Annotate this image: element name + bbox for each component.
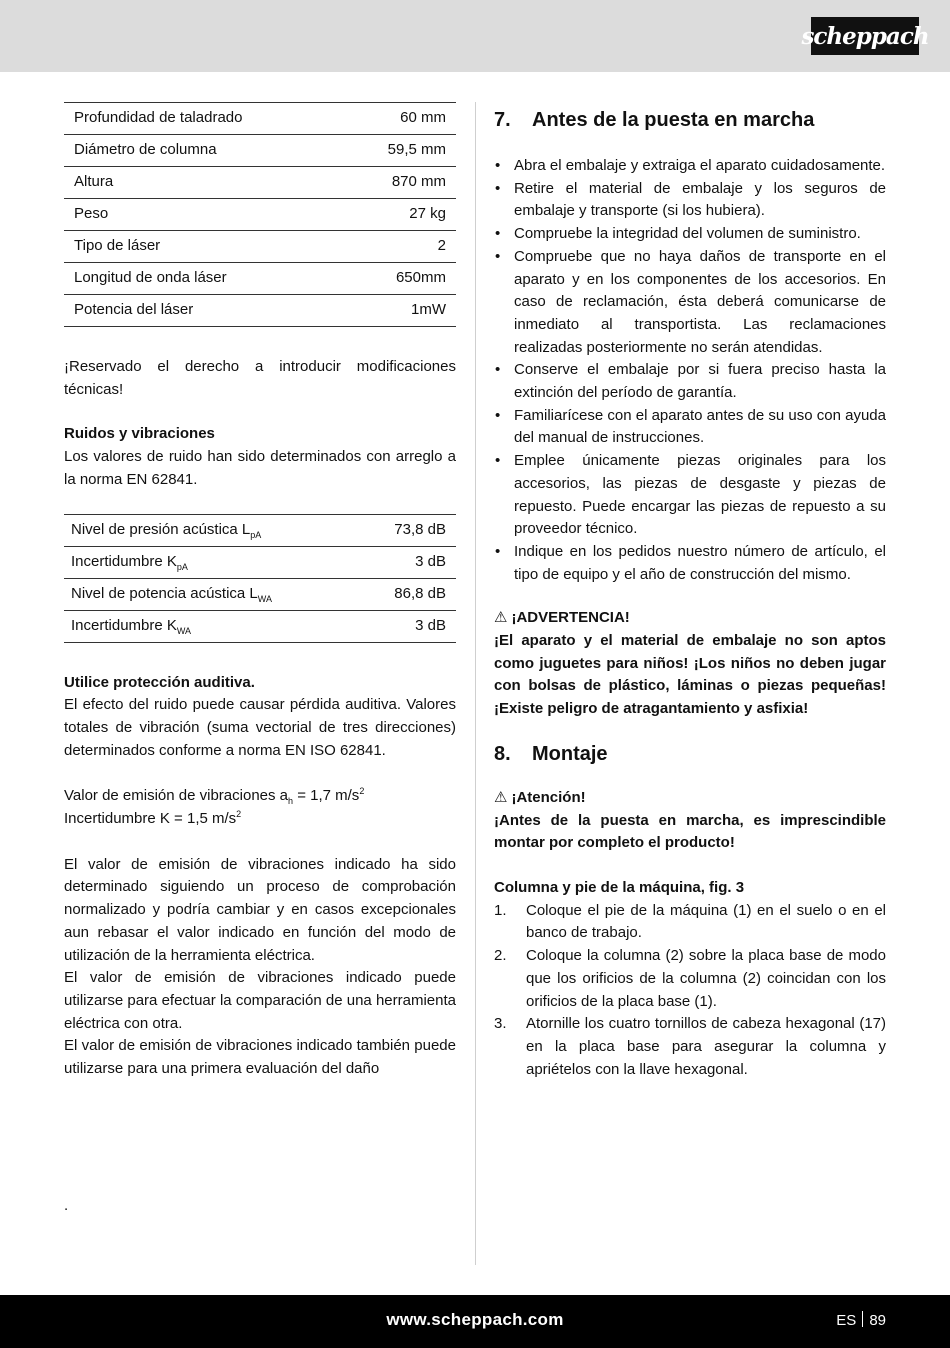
list-item: • Compruebe la integridad del volumen de suministro. xyxy=(494,223,886,246)
step-text: Atornille los cuatro tornillos de cabeza hexagonal (17) en la placa base para asegurar la columna y apriételos con la llave hexagonal. xyxy=(526,1015,886,1078)
section-8-heading: 8. Montaje xyxy=(494,742,608,765)
spec-row xyxy=(64,263,456,295)
warning-text: ¡El aparato y el material de embalaje no son aptos como juguetes para niños! ¡Los niños no deben jugar con bolsas de plástico, láminas o piezas pequeñas! ¡Existe peligro de atragantamiento y asfixia! xyxy=(494,632,886,718)
column-heading: Columna y pie de la máquina, fig. 3 xyxy=(494,878,745,896)
noise-row xyxy=(64,610,456,642)
spec-row xyxy=(64,295,456,327)
noise-label: Incertidumbre $K_{WA}$ xyxy=(64,610,362,642)
spec-label: Diámetro de columna xyxy=(64,135,341,167)
attention-title: ⚠ ¡Atención! xyxy=(494,787,886,810)
section-7-heading: 7. Antes de la puesta en marcha xyxy=(494,109,815,131)
uncertainty-line: Incertidumbre K = 1,5 $m/s^2$ xyxy=(64,809,242,828)
footer-bar xyxy=(0,1295,950,1348)
noise-label: Incertidumbre $K_{pA}$ xyxy=(64,546,362,578)
spec-row xyxy=(64,199,456,231)
spec-value: 59,5 mm xyxy=(341,135,456,167)
list-item: • Abra el embalaje y extraiga el aparato cuidadosamente. xyxy=(494,155,886,178)
spec-value: 2 xyxy=(341,231,456,263)
brand-logo: scheppach xyxy=(811,17,919,55)
warning-icon: ⚠ xyxy=(494,609,508,627)
noise-value: 3 dB xyxy=(362,610,456,642)
spec-label: Profundidad de taladrado xyxy=(64,103,341,135)
noise-row xyxy=(64,514,456,546)
column-divider xyxy=(475,102,476,1265)
step-number: 3. xyxy=(494,1015,507,1033)
warning-title: ⚠ ¡ADVERTENCIA! xyxy=(494,607,886,630)
noise-heading: Ruidos y vibraciones xyxy=(64,425,215,443)
header-bar xyxy=(0,0,950,72)
right-column xyxy=(494,102,886,1081)
noise-row xyxy=(64,578,456,610)
step-number: 1. xyxy=(494,901,507,919)
list-item: • Compruebe que no haya daños de transporte en el aparato y en los componentes de los accesorios. En caso de reclamación, ésta deberá comunicarse de inmediato al transportista. Las reclamaciones realizadas posteriormente no serán atendidas. xyxy=(494,246,886,360)
spec-row xyxy=(64,231,456,263)
list-item: • Conserve el embalaje por si fuera preciso hasta la extinción del período de garantía. xyxy=(494,359,886,404)
noise-value: 3 dB xyxy=(362,546,456,578)
page-number: ES 89 xyxy=(836,1312,886,1329)
spec-value: 870 mm xyxy=(341,167,456,199)
vibration-para-2: El valor de emisión de vibraciones indicado puede utilizarse para efectuar la comparación de una herramienta eléctrica con otra. xyxy=(64,969,456,1032)
assembly-steps xyxy=(494,900,886,1082)
spec-value: 650mm xyxy=(341,263,456,295)
step-item xyxy=(494,900,886,945)
noise-label: Nivel de presión acústica $L_{pA}$ xyxy=(64,514,362,546)
step-item xyxy=(494,945,886,1013)
spec-row xyxy=(64,167,456,199)
noise-label: Nivel de potencia acústica $L_{WA}$ xyxy=(64,578,362,610)
list-item: • Familiarícese con el aparato antes de su uso con ayuda del manual de instrucciones. xyxy=(494,405,886,450)
trailing-dot: . xyxy=(64,1196,69,1214)
step-text: Coloque el pie de la máquina (1) en el suelo o en el banco de trabajo. xyxy=(526,901,886,942)
step-text: Coloque la columna (2) sobre la placa base de modo que los orificios de la columna (2) coincidan con los orificios de la placa base (1). xyxy=(526,947,886,1010)
checklist xyxy=(494,155,886,586)
hearing-text: El efecto del ruido puede causar pérdida auditiva. Valores totales de vibración (suma vectorial de tres direcciones) determinados conforme a norma EN ISO 62841. xyxy=(64,696,456,759)
reserved-note: ¡Reservado el derecho a introducir modificaciones técnicas! xyxy=(64,358,456,398)
spec-row xyxy=(64,135,456,167)
noise-intro: Los valores de ruido han sido determinados con arreglo a la norma EN 62841. xyxy=(64,448,456,488)
spec-label: Potencia del láser xyxy=(64,295,341,327)
spec-label: Altura xyxy=(64,167,341,199)
list-item: • Retire el material de embalaje y los seguros de embalaje y transporte (si los hubiera). xyxy=(494,178,886,223)
step-item xyxy=(494,1013,886,1081)
vibration-para-1: El valor de emisión de vibraciones indicado ha sido determinado siguiendo un proceso de comprobación normalizado y podría cambiar y en casos excepcionales aun rebasar el valor indicado en función del modo de utilización de la herramienta eléctrica. xyxy=(64,855,456,964)
noise-value: 73,8 dB xyxy=(362,514,456,546)
attention-text: ¡Antes de la puesta en marcha, es imprescindible montar por completo el producto! xyxy=(494,811,886,852)
list-item: • Indique en los pedidos nuestro número de artículo, el tipo de equipo y el año de construcción del mismo. xyxy=(494,541,886,586)
website-link[interactable]: www.scheppach.com xyxy=(386,1310,564,1329)
hearing-heading: Utilice protección auditiva. xyxy=(64,673,255,691)
spec-row xyxy=(64,103,456,135)
step-number: 2. xyxy=(494,947,507,965)
spec-value: 27 kg xyxy=(341,199,456,231)
spec-label: Longitud de onda láser xyxy=(64,263,341,295)
noise-value: 86,8 dB xyxy=(362,578,456,610)
vibration-value-line: Valor de emisión de vibraciones $a_h = 1,7$ $m/s^2$ xyxy=(64,786,365,807)
spec-label: Peso xyxy=(64,199,341,231)
spec-value: 60 mm xyxy=(341,103,456,135)
noise-row xyxy=(64,546,456,578)
vibration-para-3: El valor de emisión de vibraciones indicado también puede utilizarse para una primera evaluación del daño xyxy=(64,1037,456,1078)
left-column xyxy=(64,102,456,1217)
noise-table xyxy=(64,514,456,643)
spec-table xyxy=(64,102,456,327)
spec-label: Tipo de láser xyxy=(64,231,341,263)
warning-icon: ⚠ xyxy=(494,788,508,806)
list-item: • Emplee únicamente piezas originales para los accesorios, las piezas de desgaste y piezas de repuesto. Puede encargar las piezas de repuesto a su proveedor técnico. xyxy=(494,450,886,541)
spec-value: 1mW xyxy=(341,295,456,327)
